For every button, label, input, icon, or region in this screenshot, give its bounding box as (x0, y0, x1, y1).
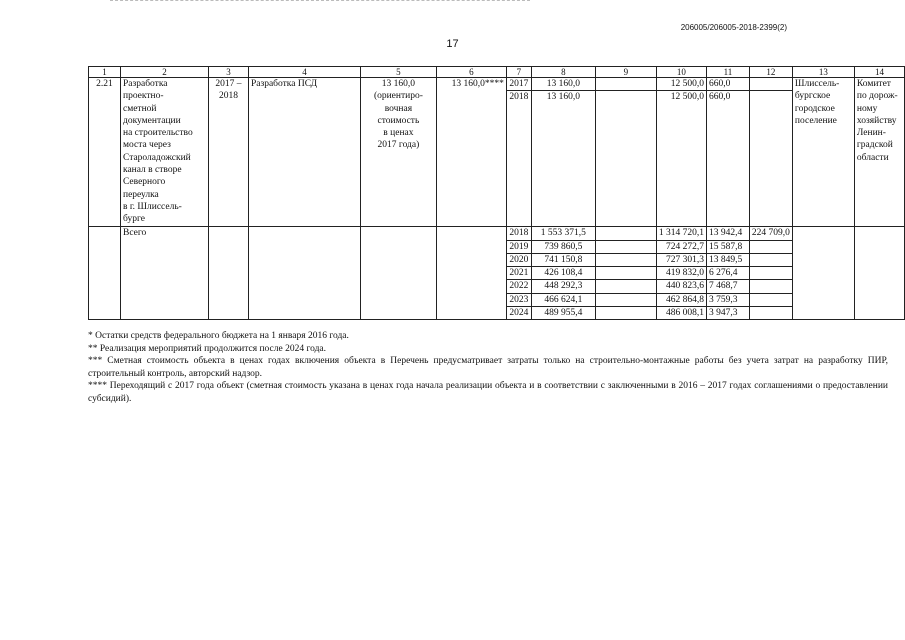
empty-cell (360, 227, 436, 320)
empty-cell (208, 227, 248, 320)
col11-cell: 6 276,4 (706, 267, 749, 280)
col-header: 12 (749, 67, 792, 78)
col12-cell (749, 253, 792, 266)
col9-cell (595, 280, 656, 293)
item-name: Разработка проектно- сметной документации на строительство моста через Староладожский канал в створе Северного переулка в г. Шлиссель- бурге (120, 78, 208, 227)
year-cell: 2017 (506, 78, 531, 91)
recipient: Шлиссель- бургское городское поселение (792, 78, 854, 227)
col11-cell: 660,0 (706, 91, 749, 227)
total-cell: 466 624,1 (531, 293, 595, 306)
item-col6: 13 160,0**** (436, 78, 506, 227)
col10-cell: 12 500,0 (656, 91, 706, 227)
col11-cell: 13 849,5 (706, 253, 749, 266)
col-header: 13 (792, 67, 854, 78)
footnote: **** Переходящий с 2017 года объект (сметная стоимость указана в ценах года начала реализации объекта и в соответствии с заключенными в 2016 – 2017 годах соглашениями о предоставлении субсидий). (88, 381, 888, 404)
col-header: 2 (120, 67, 208, 78)
footnote: * Остатки средств федерального бюджета на 1 января 2016 года. (88, 331, 349, 341)
empty-cell (89, 227, 121, 320)
item-type: Разработка ПСД (248, 78, 360, 227)
footnote: *** Сметная стоимость объекта в ценах годах включения объекта в Перечень предусматривает затраты только на строительно-монтажные работы без учета затрат на разработку ПИР, строительный контроль, авторский надзор. (88, 356, 888, 379)
empty-cell (792, 227, 854, 320)
footnotes (88, 330, 888, 405)
total-label: Всего (120, 227, 208, 320)
col12-cell: 224 709,0 (749, 227, 792, 240)
col9-cell (595, 307, 656, 320)
col-header: 7 (506, 67, 531, 78)
col9-cell (595, 91, 656, 227)
col9-cell (595, 293, 656, 306)
col-header: 4 (248, 67, 360, 78)
year-cell: 2021 (506, 267, 531, 280)
col-header: 9 (595, 67, 656, 78)
col10-cell: 727 301,3 (656, 253, 706, 266)
col-header: 5 (360, 67, 436, 78)
total-cell: 13 160,0 (531, 91, 595, 227)
col-header: 14 (854, 67, 904, 78)
col11-cell: 7 468,7 (706, 280, 749, 293)
empty-cell (854, 227, 904, 320)
total-cell: 426 108,4 (531, 267, 595, 280)
col-header: 1 (89, 67, 121, 78)
col10-cell: 462 864,8 (656, 293, 706, 306)
col12-cell (749, 91, 792, 227)
col12-cell (749, 78, 792, 91)
year-cell: 2024 (506, 307, 531, 320)
col10-cell: 419 832,0 (656, 267, 706, 280)
col-header: 6 (436, 67, 506, 78)
table-row (89, 78, 905, 91)
program-table (88, 66, 905, 320)
year-cell: 2018 (506, 227, 531, 240)
customer: Комитет по дорож- ному хозяйству Ленин- градской области (854, 78, 904, 227)
col12-cell (749, 267, 792, 280)
item-period: 2017 – 2018 (208, 78, 248, 227)
empty-cell (248, 227, 360, 320)
col9-cell (595, 227, 656, 240)
total-cell: 739 860,5 (531, 240, 595, 253)
col10-cell: 440 823,6 (656, 280, 706, 293)
item-cost: 13 160,0 (ориентиро- вочная стоимость в ценах 2017 года) (360, 78, 436, 227)
table-row (89, 227, 905, 240)
year-cell: 2022 (506, 280, 531, 293)
column-number-row (89, 67, 905, 78)
year-cell: 2019 (506, 240, 531, 253)
total-cell: 1 553 371,5 (531, 227, 595, 240)
year-cell: 2023 (506, 293, 531, 306)
col12-cell (749, 307, 792, 320)
col-header: 11 (706, 67, 749, 78)
col-header: 3 (208, 67, 248, 78)
col10-cell: 12 500,0 (656, 78, 706, 91)
col11-cell: 3 947,3 (706, 307, 749, 320)
footnote: ** Реализация мероприятий продолжится после 2024 года. (88, 343, 327, 354)
col11-cell: 660,0 (706, 78, 749, 91)
document-number: 206005/206005-2018-2399(2) (680, 23, 787, 32)
item-number: 2.21 (89, 78, 121, 227)
col10-cell: 486 008,1 (656, 307, 706, 320)
total-cell: 448 292,3 (531, 280, 595, 293)
col-header: 8 (531, 67, 595, 78)
scan-artifact-line (110, 0, 530, 3)
col9-cell (595, 240, 656, 253)
total-cell: 489 955,4 (531, 307, 595, 320)
col12-cell (749, 293, 792, 306)
col12-cell (749, 240, 792, 253)
empty-cell (436, 227, 506, 320)
col9-cell (595, 253, 656, 266)
col9-cell (595, 78, 656, 91)
col11-cell: 13 942,4 (706, 227, 749, 240)
page-number: 17 (446, 38, 459, 50)
col11-cell: 3 759,3 (706, 293, 749, 306)
total-cell: 741 150,8 (531, 253, 595, 266)
col-header: 10 (656, 67, 706, 78)
col10-cell: 724 272,7 (656, 240, 706, 253)
year-cell: 2018 (506, 91, 531, 227)
total-cell: 13 160,0 (531, 78, 595, 91)
col11-cell: 15 587,8 (706, 240, 749, 253)
col12-cell (749, 280, 792, 293)
col9-cell (595, 267, 656, 280)
year-cell: 2020 (506, 253, 531, 266)
col10-cell: 1 314 720,1 (656, 227, 706, 240)
